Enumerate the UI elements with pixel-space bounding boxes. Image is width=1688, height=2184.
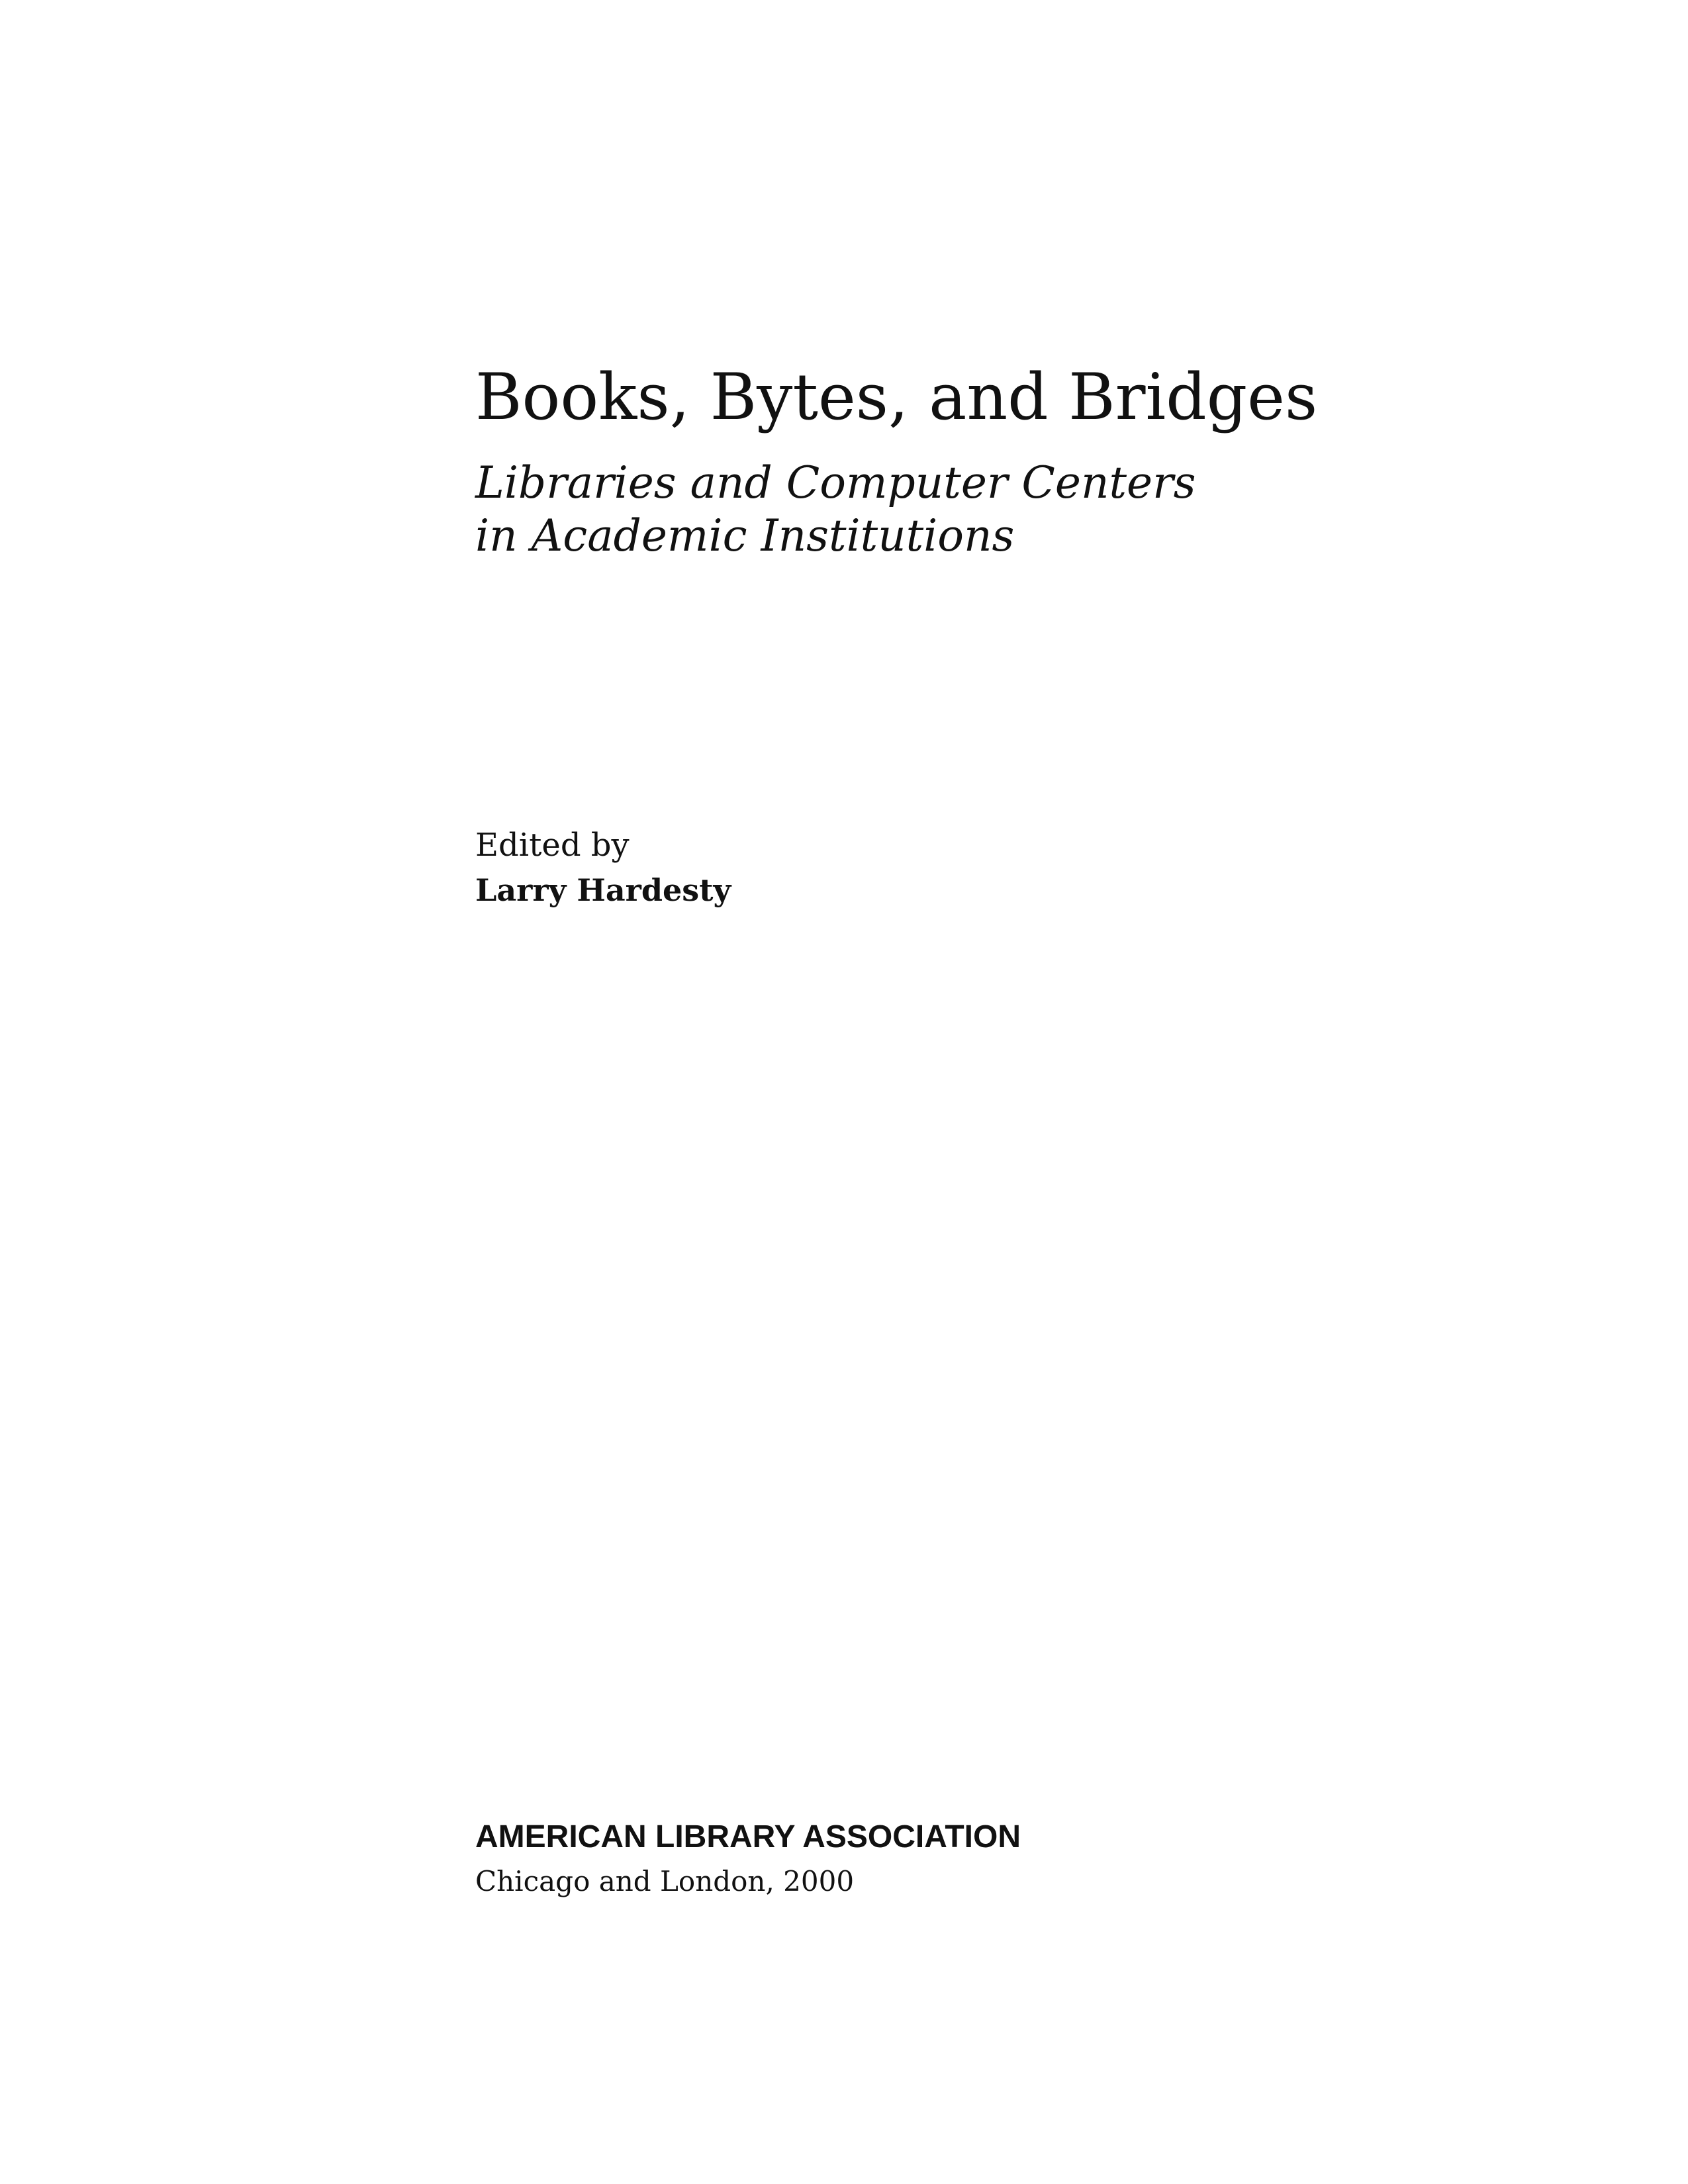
subtitle-line-1: Libraries and Computer Centers [475, 457, 1196, 508]
book-title: Books, Bytes, and Bridges [475, 360, 1318, 434]
publisher-name: AMERICAN LIBRARY ASSOCIATION [475, 1819, 1021, 1854]
publication-imprint: Chicago and London, 2000 [475, 1865, 855, 1897]
edited-by-label: Edited by [475, 827, 630, 864]
editor-name: Larry Hardesty [475, 872, 731, 908]
subtitle-line-2: in Academic Institutions [475, 510, 1015, 561]
book-subtitle [475, 457, 1196, 563]
